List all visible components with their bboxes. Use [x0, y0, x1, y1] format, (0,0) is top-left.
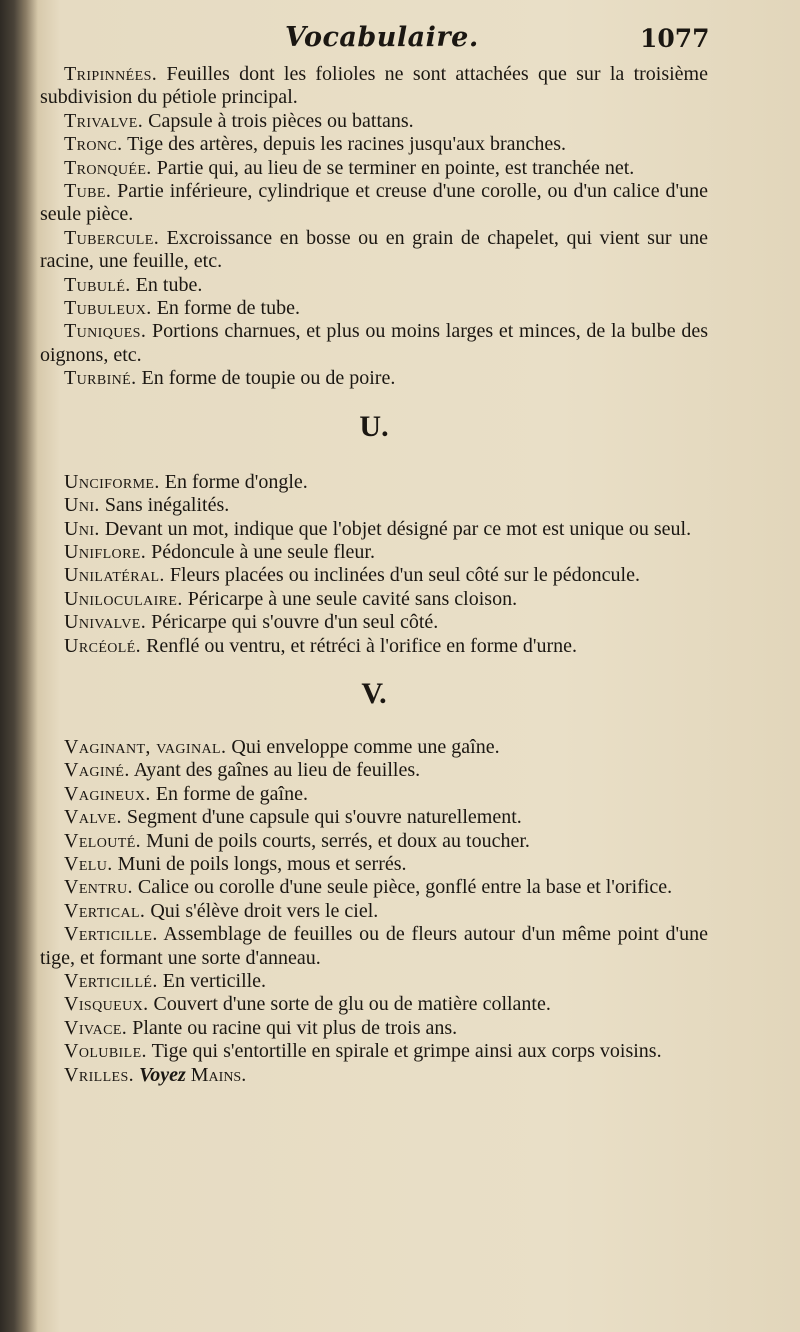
- entry-term: Uniflore.: [64, 540, 147, 563]
- entry-definition: En forme de gaîne.: [155, 782, 308, 805]
- vocabulary-entry: [40, 110, 708, 133]
- entry-definition: Mains.: [190, 1063, 247, 1086]
- entry-definition: Qui s'élève droit vers le ciel.: [150, 899, 379, 922]
- vocabulary-entry: [40, 611, 708, 634]
- entry-term: Trivalve.: [64, 109, 144, 132]
- vocabulary-entry: [40, 588, 708, 611]
- entry-term: Visqueux.: [64, 993, 149, 1016]
- entry-term: Unciforme.: [64, 470, 160, 493]
- vocabulary-entry: [40, 180, 708, 227]
- page: [40, 0, 800, 1332]
- entry-term: Unilatéral.: [64, 564, 165, 587]
- running-title: Vocabulaire.: [285, 22, 479, 53]
- entry-term: Volubile.: [64, 1040, 147, 1063]
- vocabulary-entry: [40, 297, 708, 320]
- entry-definition: Excroissance en bosse ou en grain de chapelet, qui vient sur une racine, une feuille, etc.: [40, 226, 708, 273]
- entry-definition: Ayant des gaînes au lieu de feuilles.: [133, 759, 421, 782]
- entry-definition: Partie inférieure, cylindrique et creuse d'une corolle, ou d'un calice d'une seule pièce.: [40, 180, 708, 226]
- entry-definition: Pédoncule à une seule fleur.: [151, 540, 375, 563]
- entry-term: Uni.: [64, 517, 100, 540]
- entry-term: Tuniques.: [64, 320, 147, 343]
- vocabulary-entry: [40, 806, 708, 829]
- vocabulary-entry: [40, 471, 708, 494]
- entry-definition: Assemblage de feuilles ou de fleurs autour d'un même point d'une tige, et formant une sorte d'anneau.: [40, 923, 708, 969]
- entry-term: Tubuleux.: [64, 297, 152, 320]
- entry-definition: Feuilles dont les folioles ne sont attachées que sur la troisième subdivision du pétiole principal.: [40, 63, 708, 109]
- entry-term: Vertical.: [64, 899, 146, 922]
- entry-term: Turbiné.: [64, 367, 137, 390]
- entry-definition: Capsule à trois pièces ou battans.: [148, 109, 414, 132]
- entry-definition: En forme de toupie ou de poire.: [141, 367, 396, 390]
- entry-definition: Plante ou racine qui vit plus de trois ans.: [132, 1016, 458, 1039]
- vocabulary-entry: [40, 1040, 708, 1063]
- vocabulary-entry: [40, 494, 708, 517]
- entry-definition: Calice ou corolle d'une seule pièce, gonflé entre la base et l'orifice.: [137, 876, 673, 899]
- entry-term: Uni.: [64, 494, 100, 517]
- running-header: [40, 22, 760, 58]
- vocabulary-entry: [40, 993, 708, 1016]
- entry-definition: En forme de tube.: [156, 297, 300, 320]
- vocabulary-entry: [40, 830, 708, 853]
- entry-definition: Muni de poils longs, mous et serrés.: [117, 852, 407, 875]
- vocabulary-entry: [40, 1064, 708, 1087]
- entry-term: Tronc.: [64, 133, 123, 156]
- entry-term: Valve.: [64, 806, 122, 829]
- entry-term: Velouté.: [64, 829, 142, 852]
- entry-term: Vaginant, vaginal.: [64, 735, 227, 758]
- entry-term: Vrilles.: [64, 1063, 135, 1086]
- entry-definition: Sans inégalités.: [104, 494, 230, 517]
- entry-definition: Fleurs placées ou inclinées d'un seul côté sur le pédoncule.: [169, 564, 640, 587]
- vocabulary-entry: [40, 274, 708, 297]
- entry-definition: Tige qui s'entortille en spirale et grimpe ainsi aux corps voisins.: [151, 1040, 662, 1063]
- vocabulary-body: [40, 63, 708, 1087]
- entry-term: Tronquée.: [64, 156, 152, 179]
- vocabulary-entry: [40, 63, 708, 110]
- entry-term: Tripinnées.: [64, 63, 158, 85]
- vocabulary-entry: [40, 227, 708, 274]
- vocabulary-entry: [40, 367, 708, 390]
- vocabulary-entry: [40, 783, 708, 806]
- vocabulary-entry: [40, 320, 708, 367]
- cross-reference-label: Voyez: [139, 1063, 186, 1086]
- entry-term: Verticillé.: [64, 970, 158, 992]
- vocabulary-entry: [40, 133, 708, 156]
- page-number: 1077: [640, 24, 710, 53]
- vocabulary-entry: [40, 518, 708, 541]
- vocabulary-entry: [40, 923, 708, 970]
- entry-term: Tubulé.: [64, 273, 131, 296]
- vocabulary-entry: [40, 157, 708, 180]
- entry-definition: Partie qui, au lieu de se terminer en pointe, est tranchée net.: [156, 156, 635, 179]
- entry-term: Urcéolé.: [64, 634, 142, 657]
- entry-definition: Couvert d'une sorte de glu ou de matière collante.: [153, 993, 551, 1016]
- vocabulary-entry: [40, 736, 708, 759]
- entry-definition: Muni de poils courts, serrés, et doux au toucher.: [146, 829, 530, 852]
- entry-term: Uniloculaire.: [64, 587, 183, 610]
- vocabulary-entry: [40, 1017, 708, 1040]
- entry-definition: Devant un mot, indique que l'objet désigné par ce mot est unique ou seul.: [104, 517, 692, 540]
- entry-definition: Portions charnues, et plus ou moins larges et minces, de la bulbe des oignons, etc.: [40, 320, 709, 366]
- vocabulary-entry: [40, 876, 708, 899]
- entry-definition: Segment d'une capsule qui s'ouvre naturellement.: [126, 806, 522, 829]
- vocabulary-entry: [40, 759, 708, 782]
- entry-term: Univalve.: [64, 611, 147, 634]
- entry-definition: En verticille.: [162, 970, 267, 992]
- vocabulary-entry: [40, 564, 708, 587]
- section-letter: U.: [359, 409, 389, 443]
- entry-term: Vagineux.: [64, 782, 151, 805]
- entry-definition: En tube.: [135, 273, 203, 296]
- entry-term: Ventru.: [64, 876, 133, 899]
- entry-definition: Péricarpe qui s'ouvre d'un seul côté.: [151, 611, 439, 634]
- entry-term: Tubercule.: [64, 226, 160, 249]
- entry-term: Vivace.: [64, 1016, 128, 1039]
- entry-term: Verticille.: [64, 923, 158, 946]
- vocabulary-entry: [40, 900, 708, 923]
- entry-term: Velu.: [64, 852, 113, 875]
- entry-definition: Renflé ou ventru, et rétréci à l'orifice en forme d'urne.: [146, 634, 577, 657]
- vocabulary-entry: [40, 541, 708, 564]
- section-letter: V.: [361, 676, 387, 710]
- entry-definition: Péricarpe à une seule cavité sans cloison.: [187, 587, 518, 610]
- vocabulary-entry: [40, 853, 708, 876]
- entry-definition: Qui enveloppe comme une gaîne.: [231, 735, 500, 758]
- vocabulary-entry: [40, 970, 708, 993]
- entry-term: Tube.: [64, 180, 112, 203]
- entry-term: Vaginé.: [64, 759, 130, 782]
- entry-definition: En forme d'ongle.: [164, 470, 308, 493]
- entry-definition: Tige des artères, depuis les racines jusqu'aux branches.: [127, 133, 567, 156]
- vocabulary-entry: [40, 635, 708, 658]
